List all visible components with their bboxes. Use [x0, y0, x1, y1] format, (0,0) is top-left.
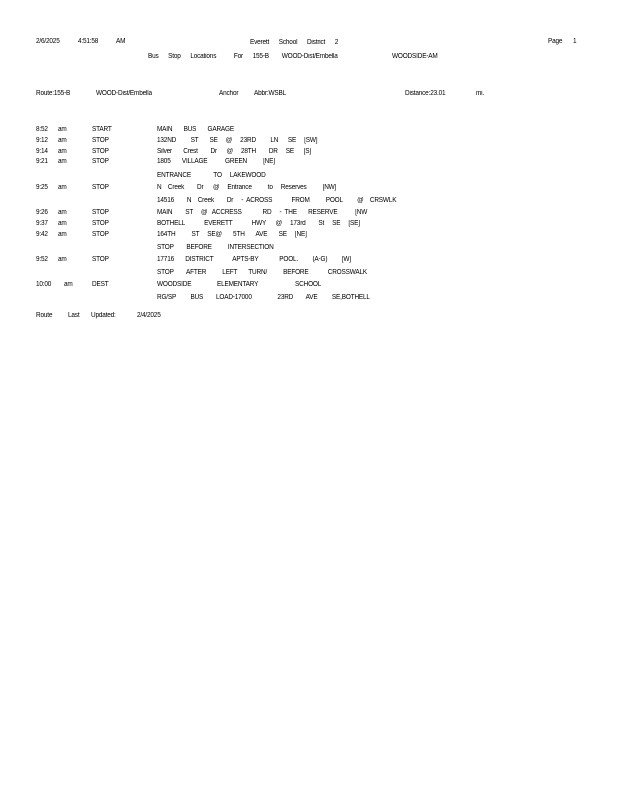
stop-location: 1805 VILLAGE GREEN [NE]	[157, 158, 275, 165]
stop-ampm: am	[58, 220, 67, 227]
stop-ampm: am	[58, 126, 67, 133]
stop-location: STOP AFTER LEFT TURN/ BEFORE CROSSWALK	[157, 269, 368, 276]
stop-location: MAIN ST @ ACCRESS RD - THE RESERVE [NW	[157, 209, 368, 216]
anchor-label: Anchor	[219, 90, 239, 97]
route-name: WOOD-Dist/Embella	[96, 90, 152, 97]
stop-location: 14516 N Creek Dr - ACROSS FROM POOL @ CRSWLK	[157, 197, 397, 204]
stop-type: STOP	[92, 209, 109, 216]
stop-type: STOP	[92, 256, 109, 263]
stop-type: DEST	[92, 281, 109, 288]
stop-ampm: am	[58, 209, 67, 216]
route-id: Route:155-B	[36, 90, 71, 97]
stop-type: STOP	[92, 137, 109, 144]
stop-type: STOP	[92, 231, 109, 238]
stop-ampm: am	[64, 281, 73, 288]
stop-location: STOP BEFORE INTERSECTION	[157, 244, 274, 251]
report-subtitle-right: WOODSIDE-AM	[392, 53, 438, 60]
stop-location: N Creek Dr @ Entrance to Reserves [NW]	[157, 184, 337, 191]
page-label: Page	[548, 38, 563, 45]
stop-location: ENTRANCE TO LAKEWOOD	[157, 172, 266, 179]
footer-last-label: Last	[68, 312, 80, 319]
stop-time: 9:52	[36, 256, 48, 263]
stop-location: BOTHELL EVERETT HWY @ 173rd St SE [SE]	[157, 220, 360, 227]
stop-location: MAIN BUS GARAGE	[157, 126, 234, 133]
footer-updated-date: 2/4/2025	[137, 312, 161, 319]
stop-time: 10:00	[36, 281, 52, 288]
stop-location: RG/SP BUS LOAD-17000 23RD AVE SE,BOTHELL	[157, 294, 370, 301]
stop-ampm: am	[58, 158, 67, 165]
stop-time: 9:25	[36, 184, 48, 191]
stop-time: 9:26	[36, 209, 48, 216]
stop-time: 9:37	[36, 220, 48, 227]
distance-unit: mi.	[476, 90, 485, 97]
report-time: 4:51:58	[78, 38, 99, 45]
report-subtitle: Bus Stop Locations For 155-B WOOD-Dist/Embella	[148, 53, 338, 60]
stop-ampm: am	[58, 148, 67, 155]
stop-type: STOP	[92, 158, 109, 165]
district-title: Everett School District 2	[250, 39, 339, 46]
stop-type: STOP	[92, 220, 109, 227]
stop-time: 9:14	[36, 148, 48, 155]
stop-location: WOODSIDE ELEMENTARY SCHOOL	[157, 281, 322, 288]
stop-ampm: am	[58, 137, 67, 144]
stop-location: 17716 DISTRICT APTS-BY POOL. (A-G) [W]	[157, 256, 351, 263]
report-ampm: AM	[116, 38, 126, 45]
route-distance: Distance:23.01	[405, 90, 446, 97]
footer-route-label: Route	[36, 312, 53, 319]
report-date: 2/6/2025	[36, 38, 60, 45]
stop-ampm: am	[58, 256, 67, 263]
stop-ampm: am	[58, 231, 67, 238]
footer-updated-label: Updated:	[91, 312, 116, 319]
stop-type: STOP	[92, 148, 109, 155]
stop-type: STOP	[92, 184, 109, 191]
stop-location: Silver Crest Dr @ 28TH DR SE [S]	[157, 148, 311, 155]
stop-time: 9:42	[36, 231, 48, 238]
stop-time: 8:52	[36, 126, 48, 133]
stop-ampm: am	[58, 184, 67, 191]
stop-time: 9:21	[36, 158, 48, 165]
stop-time: 9:12	[36, 137, 48, 144]
stop-type: START	[92, 126, 112, 133]
stop-location: 164TH ST SE@ 5TH AVE SE [NE]	[157, 231, 307, 238]
stop-location: 132ND ST SE @ 23RD LN SE [SW]	[157, 137, 318, 144]
page-number: 1	[573, 38, 577, 45]
anchor-abbr: Abbr:WSBL	[254, 90, 286, 97]
